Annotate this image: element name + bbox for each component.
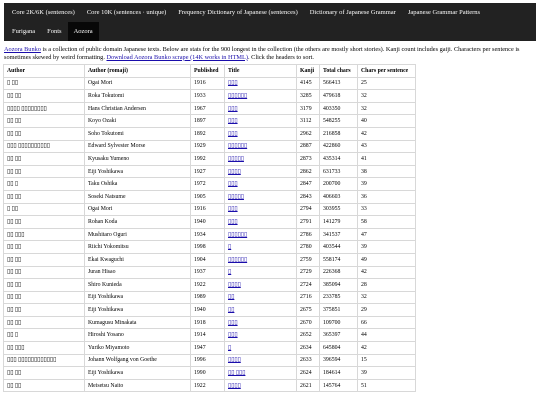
cell-author-romaji: Rohan Koda	[85, 216, 191, 229]
cell-total-chars: 303955	[320, 203, 358, 216]
table-row	[4, 178, 416, 191]
cell-author: ▯▯ ▯▯	[4, 279, 85, 292]
nav-item-fonts[interactable]: Fonts	[47, 28, 62, 35]
cell-title	[225, 329, 297, 342]
table-row	[4, 304, 416, 317]
table-row	[4, 77, 416, 90]
cell-author-romaji: Kyusaku Yumeno	[85, 153, 191, 166]
cell-kanji: 2652	[297, 329, 320, 342]
cell-published: 1927	[191, 165, 225, 178]
cell-title	[225, 216, 297, 229]
table-row	[4, 329, 416, 342]
cell-chars-per-sentence: 49	[358, 253, 416, 266]
cell-total-chars: 375851	[320, 304, 358, 317]
title-link[interactable]: ▯▯▯▯	[228, 168, 241, 175]
intro-paragraph	[4, 46, 534, 61]
nav-item-frequency-dictionary-of-japanese-sentences[interactable]: Frequency Dictionary of Japanese (sentences)	[178, 9, 298, 16]
cell-total-chars: 566413	[320, 77, 358, 90]
cell-author: ▯▯ ▯	[4, 178, 85, 191]
cell-author-romaji: Johann Wolfgang von Goethe	[85, 354, 191, 367]
cell-published: 1947	[191, 342, 225, 355]
cell-author: ▯▯ ▯▯▯	[4, 228, 85, 241]
cell-chars-per-sentence: 47	[358, 228, 416, 241]
table-row	[4, 165, 416, 178]
cell-kanji: 2670	[297, 316, 320, 329]
cell-published: 1933	[191, 90, 225, 103]
cell-published: 1940	[191, 304, 225, 317]
cell-total-chars: 558174	[320, 253, 358, 266]
title-link[interactable]: ▯▯▯	[228, 130, 238, 137]
nav-item-aozora[interactable]: Aozora	[68, 22, 99, 41]
cell-published: 1916	[191, 203, 225, 216]
cell-total-chars: 145764	[320, 379, 358, 392]
table-row	[4, 190, 416, 203]
cell-title	[225, 379, 297, 392]
cell-chars-per-sentence: 44	[358, 329, 416, 342]
cell-author: ▯▯ ▯▯	[4, 266, 85, 279]
cell-total-chars: 645804	[320, 342, 358, 355]
cell-author-romaji: Ekai Kwaguchi	[85, 253, 191, 266]
title-link[interactable]: ▯▯▯	[228, 118, 238, 125]
cell-author: ▯▯ ▯▯▯	[4, 342, 85, 355]
cell-author-romaji: Eiji Yoshikawa	[85, 304, 191, 317]
intro-text: is a collection of public domain Japanese texts. Below are stats for the 900 longest in the collection (the others are mostly short stories). Kanji count includes gaiji. Characters per sentence is sometimes skewed by weird formatting.	[4, 46, 520, 61]
cell-kanji: 2780	[297, 241, 320, 254]
cell-chars-per-sentence: 66	[358, 316, 416, 329]
column-header-title[interactable]: Title	[225, 65, 297, 78]
cell-total-chars: 341537	[320, 228, 358, 241]
cell-published: 1897	[191, 115, 225, 128]
title-link[interactable]: ▯▯▯	[228, 80, 238, 87]
cell-published: 1922	[191, 379, 225, 392]
cell-kanji: 2873	[297, 153, 320, 166]
title-link[interactable]: ▯▯▯▯▯	[228, 193, 244, 200]
cell-total-chars: 385094	[320, 279, 358, 292]
cell-total-chars: 631733	[320, 165, 358, 178]
cell-published: 1904	[191, 253, 225, 266]
table-row	[4, 266, 416, 279]
table-row	[4, 216, 416, 229]
table-row	[4, 367, 416, 380]
cell-total-chars: 184614	[320, 367, 358, 380]
cell-kanji: 2724	[297, 279, 320, 292]
table-header-row	[4, 65, 416, 78]
cell-chars-per-sentence: 29	[358, 304, 416, 317]
cell-title	[225, 190, 297, 203]
table-row	[4, 115, 416, 128]
cell-author-romaji: Ogai Mori	[85, 77, 191, 90]
cell-author: ▯▯ ▯▯	[4, 153, 85, 166]
title-link[interactable]: ▯▯▯	[228, 332, 238, 339]
cell-chars-per-sentence: 39	[358, 367, 416, 380]
cell-published: 1989	[191, 291, 225, 304]
table-row	[4, 140, 416, 153]
cell-author: ▯▯ ▯▯	[4, 115, 85, 128]
cell-author-romaji: Eiji Yoshikawa	[85, 291, 191, 304]
cell-title	[225, 316, 297, 329]
cell-kanji: 2962	[297, 127, 320, 140]
title-link[interactable]: ▯	[228, 244, 232, 251]
cell-author: ▯ ▯▯	[4, 203, 85, 216]
cell-author-romaji: Koyo Ozaki	[85, 115, 191, 128]
top-navbar	[4, 3, 536, 41]
cell-title	[225, 241, 297, 254]
cell-author-romaji: Meisetsu Naito	[85, 379, 191, 392]
cell-total-chars: 403544	[320, 241, 358, 254]
table-row	[4, 316, 416, 329]
cell-title	[225, 228, 297, 241]
title-link[interactable]: ▯▯▯▯▯▯	[228, 231, 248, 238]
cell-published: 1918	[191, 316, 225, 329]
cell-title	[225, 203, 297, 216]
cell-kanji: 2862	[297, 165, 320, 178]
cell-author: ▯▯ ▯▯	[4, 241, 85, 254]
cell-kanji: 2794	[297, 203, 320, 216]
cell-title	[225, 291, 297, 304]
cell-published: 1937	[191, 266, 225, 279]
cell-author: ▯▯ ▯▯	[4, 316, 85, 329]
cell-total-chars: 548255	[320, 115, 358, 128]
column-header-chars-per-sentence[interactable]: Chars per sentence	[358, 65, 416, 78]
cell-kanji: 3179	[297, 102, 320, 115]
title-link[interactable]: ▯▯▯	[228, 181, 238, 188]
cell-kanji: 2633	[297, 354, 320, 367]
title-link[interactable]: ▯▯▯▯▯	[228, 155, 244, 162]
cell-published: 1892	[191, 127, 225, 140]
column-header-total-chars[interactable]: Total chars	[320, 65, 358, 78]
cell-published: 1996	[191, 354, 225, 367]
cell-kanji: 3285	[297, 90, 320, 103]
column-header-published[interactable]: Published	[191, 65, 225, 78]
cell-published: 1990	[191, 367, 225, 380]
cell-published: 1922	[191, 279, 225, 292]
aozora-bunko-link[interactable]: Aozora Bunko	[4, 46, 41, 53]
cell-total-chars: 435314	[320, 153, 358, 166]
cell-author: ▯▯ ▯▯	[4, 165, 85, 178]
cell-kanji: 2716	[297, 291, 320, 304]
cell-total-chars: 422860	[320, 140, 358, 153]
cell-title	[225, 90, 297, 103]
title-link[interactable]: ▯▯	[228, 307, 235, 314]
cell-author: ▯▯ ▯▯	[4, 291, 85, 304]
table-row	[4, 153, 416, 166]
cell-title	[225, 165, 297, 178]
cell-author-romaji: Eiji Yoshikawa	[85, 165, 191, 178]
cell-chars-per-sentence: 40	[358, 115, 416, 128]
cell-kanji: 2621	[297, 379, 320, 392]
cell-kanji: 2843	[297, 190, 320, 203]
cell-total-chars: 226368	[320, 266, 358, 279]
cell-total-chars: 141279	[320, 216, 358, 229]
cell-published: 1914	[191, 329, 225, 342]
cell-chars-per-sentence: 15	[358, 354, 416, 367]
cell-title	[225, 127, 297, 140]
cell-author-romaji: Juran Hisao	[85, 266, 191, 279]
cell-author-romaji: Hans Christian Andersen	[85, 102, 191, 115]
cell-kanji: 2675	[297, 304, 320, 317]
cell-title	[225, 115, 297, 128]
title-link[interactable]: ▯▯▯▯	[228, 357, 241, 364]
cell-chars-per-sentence: 25	[358, 77, 416, 90]
title-link[interactable]: ▯▯▯▯▯▯	[228, 256, 248, 263]
cell-total-chars: 216858	[320, 127, 358, 140]
table-row	[4, 127, 416, 140]
title-link[interactable]: ▯▯▯▯	[228, 281, 241, 288]
title-link[interactable]: ▯▯▯	[228, 218, 238, 225]
column-header-author[interactable]: Author	[4, 65, 85, 78]
cell-author: ▯▯▯▯ ▯▯▯▯▯▯▯▯	[4, 102, 85, 115]
cell-total-chars: 403350	[320, 102, 358, 115]
cell-title	[225, 279, 297, 292]
cell-author: ▯▯ ▯▯	[4, 367, 85, 380]
nav-item-core-10k-sentences-unique[interactable]: Core 10K (sentences · unique)	[86, 9, 167, 16]
cell-author: ▯▯ ▯▯	[4, 127, 85, 140]
nav-item-core-2k-6k-sentences[interactable]: Core 2K/6K (sentences)	[12, 9, 75, 16]
cell-author: ▯▯ ▯	[4, 329, 85, 342]
table-row	[4, 342, 416, 355]
cell-total-chars: 396594	[320, 354, 358, 367]
cell-title	[225, 178, 297, 191]
title-link[interactable]: ▯▯ ▯▯▯	[228, 370, 246, 377]
cell-author: ▯▯ ▯▯	[4, 90, 85, 103]
nav-item-furigana[interactable]: Furigana	[12, 28, 36, 35]
cell-author-romaji: Kumagusu Minakata	[85, 316, 191, 329]
cell-chars-per-sentence: 41	[358, 153, 416, 166]
cell-author-romaji: Ogai Mori	[85, 203, 191, 216]
cell-title	[225, 153, 297, 166]
cell-chars-per-sentence: 39	[358, 241, 416, 254]
cell-kanji: 2887	[297, 140, 320, 153]
title-link[interactable]: ▯▯▯▯▯▯	[228, 92, 248, 99]
cell-chars-per-sentence: 58	[358, 216, 416, 229]
title-link[interactable]: ▯	[228, 344, 232, 351]
cell-total-chars: 365397	[320, 329, 358, 342]
cell-author-romaji: Shiro Kunieda	[85, 279, 191, 292]
cell-kanji: 2624	[297, 367, 320, 380]
cell-published: 1992	[191, 153, 225, 166]
table-row	[4, 354, 416, 367]
title-link[interactable]: ▯▯▯▯	[228, 382, 241, 389]
cell-chars-per-sentence: 42	[358, 127, 416, 140]
cell-author: ▯▯ ▯▯	[4, 253, 85, 266]
cell-author: ▯▯▯ ▯▯▯▯▯▯▯▯▯▯	[4, 140, 85, 153]
nav-row-secondary	[6, 22, 534, 41]
cell-published: 1916	[191, 77, 225, 90]
table-row	[4, 279, 416, 292]
cell-title	[225, 77, 297, 90]
cell-chars-per-sentence: 36	[358, 190, 416, 203]
column-header-kanji[interactable]: Kanji	[297, 65, 320, 78]
table-body	[4, 77, 416, 392]
table-row	[4, 203, 416, 216]
cell-author: ▯▯ ▯▯	[4, 190, 85, 203]
cell-published: 1998	[191, 241, 225, 254]
table-row	[4, 253, 416, 266]
cell-author: ▯▯ ▯▯	[4, 304, 85, 317]
cell-kanji: 2847	[297, 178, 320, 191]
cell-published: 1934	[191, 228, 225, 241]
cell-chars-per-sentence: 28	[358, 279, 416, 292]
table-row	[4, 228, 416, 241]
cell-chars-per-sentence: 32	[358, 90, 416, 103]
table-row	[4, 241, 416, 254]
cell-author-romaji: Mushitaro Oguri	[85, 228, 191, 241]
cell-chars-per-sentence: 33	[358, 203, 416, 216]
cell-published: 1929	[191, 140, 225, 153]
cell-author-romaji: Taku Oshika	[85, 178, 191, 191]
table-row	[4, 102, 416, 115]
title-link[interactable]: ▯▯▯	[228, 105, 238, 112]
cell-chars-per-sentence: 32	[358, 102, 416, 115]
cell-author: ▯ ▯▯	[4, 77, 85, 90]
cell-chars-per-sentence: 39	[358, 178, 416, 191]
cell-author: ▯▯ ▯▯	[4, 216, 85, 229]
cell-title	[225, 367, 297, 380]
cell-published: 1940	[191, 216, 225, 229]
cell-chars-per-sentence: 32	[358, 291, 416, 304]
cell-chars-per-sentence: 42	[358, 342, 416, 355]
intro-text-end: . Click the headers to sort.	[247, 53, 314, 61]
cell-chars-per-sentence: 38	[358, 165, 416, 178]
nav-item-dictionary-of-japanese-grammar[interactable]: Dictionary of Japanese Grammar	[309, 9, 396, 16]
cell-published: 1972	[191, 178, 225, 191]
cell-total-chars: 109700	[320, 316, 358, 329]
cell-author-romaji: Eiji Yoshikawa	[85, 367, 191, 380]
cell-author-romaji: Soho Tokutomi	[85, 127, 191, 140]
cell-kanji: 3112	[297, 115, 320, 128]
cell-published: 1905	[191, 190, 225, 203]
cell-kanji: 2786	[297, 228, 320, 241]
table-row	[4, 379, 416, 392]
title-link[interactable]: ▯▯▯	[228, 206, 238, 213]
cell-kanji: 2759	[297, 253, 320, 266]
nav-item-japanese-grammar-patterns[interactable]: Japanese Grammar Patterns	[407, 9, 481, 16]
cell-title	[225, 266, 297, 279]
title-link[interactable]: ▯	[228, 269, 232, 276]
download-scrape-link[interactable]: Download Aozora Bunko scrape (14K works in HTML)	[106, 53, 248, 61]
cell-author-romaji: Soseki Natsume	[85, 190, 191, 203]
cell-total-chars: 233785	[320, 291, 358, 304]
title-link[interactable]: ▯▯▯▯▯▯	[228, 143, 248, 150]
cell-kanji: 4145	[297, 77, 320, 90]
cell-published: 1967	[191, 102, 225, 115]
cell-kanji: 2791	[297, 216, 320, 229]
cell-kanji: 2729	[297, 266, 320, 279]
cell-author-romaji: Edward Sylvester Morse	[85, 140, 191, 153]
table-row	[4, 291, 416, 304]
cell-chars-per-sentence: 43	[358, 140, 416, 153]
nav-row-primary	[6, 3, 534, 22]
cell-chars-per-sentence: 51	[358, 379, 416, 392]
title-link[interactable]: ▯▯▯	[228, 319, 238, 326]
cell-title	[225, 140, 297, 153]
cell-total-chars: 479618	[320, 90, 358, 103]
cell-title	[225, 342, 297, 355]
aozora-stats-table	[3, 64, 416, 392]
cell-author-romaji: Riichi Yokomitsu	[85, 241, 191, 254]
cell-title	[225, 304, 297, 317]
cell-title	[225, 253, 297, 266]
table-row	[4, 90, 416, 103]
cell-total-chars: 200700	[320, 178, 358, 191]
cell-author-romaji: Hiroshi Yosano	[85, 329, 191, 342]
cell-author-romaji: Roka Tokutomi	[85, 90, 191, 103]
column-header-author-romaji[interactable]: Author (romaji)	[85, 65, 191, 78]
cell-author-romaji: Yuriko Miyamoto	[85, 342, 191, 355]
cell-author: ▯▯▯ ▯▯▯▯▯▯▯▯▯▯▯▯	[4, 354, 85, 367]
cell-title	[225, 102, 297, 115]
cell-chars-per-sentence: 42	[358, 266, 416, 279]
title-link[interactable]: ▯▯	[228, 294, 235, 301]
cell-author: ▯▯ ▯▯	[4, 379, 85, 392]
cell-kanji: 2634	[297, 342, 320, 355]
cell-total-chars: 406603	[320, 190, 358, 203]
cell-title	[225, 354, 297, 367]
